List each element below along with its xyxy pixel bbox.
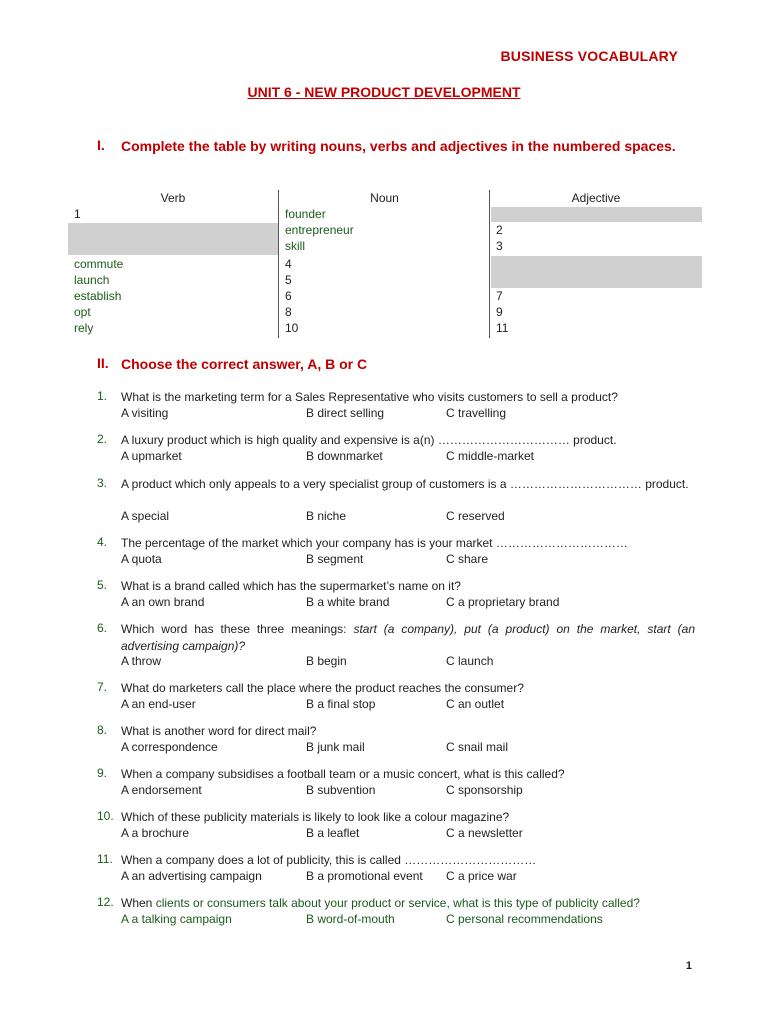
question-number: 6. [97, 621, 108, 635]
table-cell-adjective: 11 [496, 321, 509, 335]
option-a: A upmarket [121, 449, 182, 463]
question-number: 3. [97, 476, 108, 490]
option-b: B a white brand [306, 595, 390, 609]
section-2-heading [97, 355, 693, 375]
section-1-instruction: Complete the table by writing nouns, verbs and adjectives in the numbered spaces. [121, 138, 676, 154]
table-cell-noun: 10 [285, 321, 299, 335]
option-a: A a brochure [121, 826, 190, 840]
question-text-prefix: When [121, 896, 156, 910]
question-number: 10. [97, 809, 114, 823]
table-cell-adjective: 2 [496, 223, 503, 237]
table-cell-noun: 6 [285, 289, 292, 303]
option-a: A an end-user [121, 697, 196, 711]
table-cell-verb: opt [74, 305, 91, 319]
option-c: C a newsletter [446, 826, 523, 840]
page-number: 1 [685, 960, 692, 972]
option-a: A special [121, 509, 170, 523]
question-number: 9. [97, 766, 108, 780]
question-number: 7. [97, 680, 108, 694]
option-b: B junk mail [306, 740, 365, 754]
option-b: B a leaflet [306, 826, 360, 840]
subject-header: BUSINESS VOCABULARY [500, 48, 678, 64]
noun-column-header: Noun [370, 191, 399, 205]
option-c: C middle-market [446, 449, 535, 463]
option-c: C a proprietary brand [446, 595, 560, 609]
table-cell-verb: launch [74, 273, 110, 287]
question-text [121, 895, 695, 912]
option-a: A correspondence [121, 740, 218, 754]
question-number: 5. [97, 578, 108, 592]
question-text: A product which only appeals to a very specialist group of customers is a …………………………… product. [121, 477, 689, 491]
section-1-number: I. [97, 137, 105, 153]
table-cell-verb: commute [74, 257, 124, 271]
option-c: C an outlet [446, 697, 505, 711]
question-number: 2. [97, 432, 108, 446]
noun-column [278, 190, 490, 338]
section-2-instruction: Choose the correct answer, A, B or C [121, 356, 368, 372]
option-b: B word-of-mouth [306, 912, 395, 926]
table-cell-verb: rely [74, 321, 94, 335]
option-c: C personal recommendations [446, 912, 603, 926]
option-c: C launch [446, 654, 494, 668]
option-a: A visiting [121, 406, 169, 420]
table-cell-noun: 4 [285, 257, 292, 271]
option-b: B subvention [306, 783, 376, 797]
option-c: C reserved [446, 509, 505, 523]
option-a: A a talking campaign [121, 912, 232, 926]
vocabulary-table [68, 190, 702, 338]
table-cell-verb: 1 [74, 207, 81, 221]
verb-column-header: Verb [160, 191, 186, 205]
option-a: A throw [121, 654, 162, 668]
section-1-heading [97, 137, 693, 177]
table-cell-verb: establish [74, 289, 122, 303]
question-text: When a company subsidises a football team or a music concert, what is this called? [121, 767, 565, 781]
option-b: B begin [306, 654, 347, 668]
question-number: 11. [97, 852, 113, 866]
option-b: B downmarket [306, 449, 383, 463]
question-number: 1. [97, 389, 108, 403]
table-cell-noun: 5 [285, 273, 292, 287]
question-number: 12. [97, 895, 114, 909]
option-c: C share [446, 552, 489, 566]
table-cell-noun: founder [285, 207, 326, 221]
adjective-column [489, 190, 702, 338]
question-text: What do marketers call the place where the product reaches the consumer? [121, 681, 524, 695]
shaded-cell [491, 207, 702, 222]
option-b: B a final stop [306, 697, 376, 711]
question-text: The percentage of the market which your company has is your market …………………………… [121, 536, 628, 550]
table-cell-noun: entrepreneur [285, 223, 354, 237]
question-text: What is a brand called which has the supermarket’s name on it? [121, 579, 461, 593]
verb-column [68, 190, 278, 338]
option-a: A an advertising campaign [121, 869, 262, 883]
question-text-prefix: Which word has these three meanings: [121, 622, 354, 636]
table-cell-adjective: 7 [496, 289, 503, 303]
option-c: C travelling [446, 406, 507, 420]
option-b: B niche [306, 509, 347, 523]
option-b: B direct selling [306, 406, 385, 420]
adjective-column-header: Adjective [571, 191, 621, 205]
option-a: A an own brand [121, 595, 205, 609]
question-text: Which of these publicity materials is likely to look like a colour magazine? [121, 810, 510, 824]
table-cell-adjective: 9 [496, 305, 503, 319]
table-cell-adjective: 3 [496, 239, 503, 253]
question-number: 8. [97, 723, 108, 737]
section-2-number: II. [97, 355, 109, 371]
option-a: A quota [121, 552, 162, 566]
option-b: B a promotional event [306, 869, 423, 883]
question-text: What is the marketing term for a Sales Representative who visits customers to sell a product? [121, 390, 618, 404]
option-c: C a price war [446, 869, 517, 883]
question-number: 4. [97, 535, 108, 549]
question-text: What is another word for direct mail? [121, 724, 317, 738]
question-text: A luxury product which is high quality and expensive is a(n) …………………………… product. [121, 433, 617, 447]
option-b: B segment [306, 552, 364, 566]
question-text [121, 621, 695, 655]
option-a: A endorsement [121, 783, 202, 797]
question-text-green: clients or consumers talk about your product or service, what is this type of publicity called? [155, 896, 640, 910]
option-c: C snail mail [446, 740, 509, 754]
table-cell-noun: skill [285, 239, 305, 253]
question-text: When a company does a lot of publicity, this is called …………………………… [121, 853, 537, 867]
shaded-cell [68, 223, 278, 255]
unit-title: UNIT 6 - NEW PRODUCT DEVELOPMENT [247, 84, 521, 100]
question-text-italic: start (a company), put (a product) on the market, start (an advertising campaign)? [121, 622, 695, 653]
option-c: C sponsorship [446, 783, 523, 797]
table-cell-noun: 8 [285, 305, 292, 319]
shaded-cell [491, 256, 702, 288]
